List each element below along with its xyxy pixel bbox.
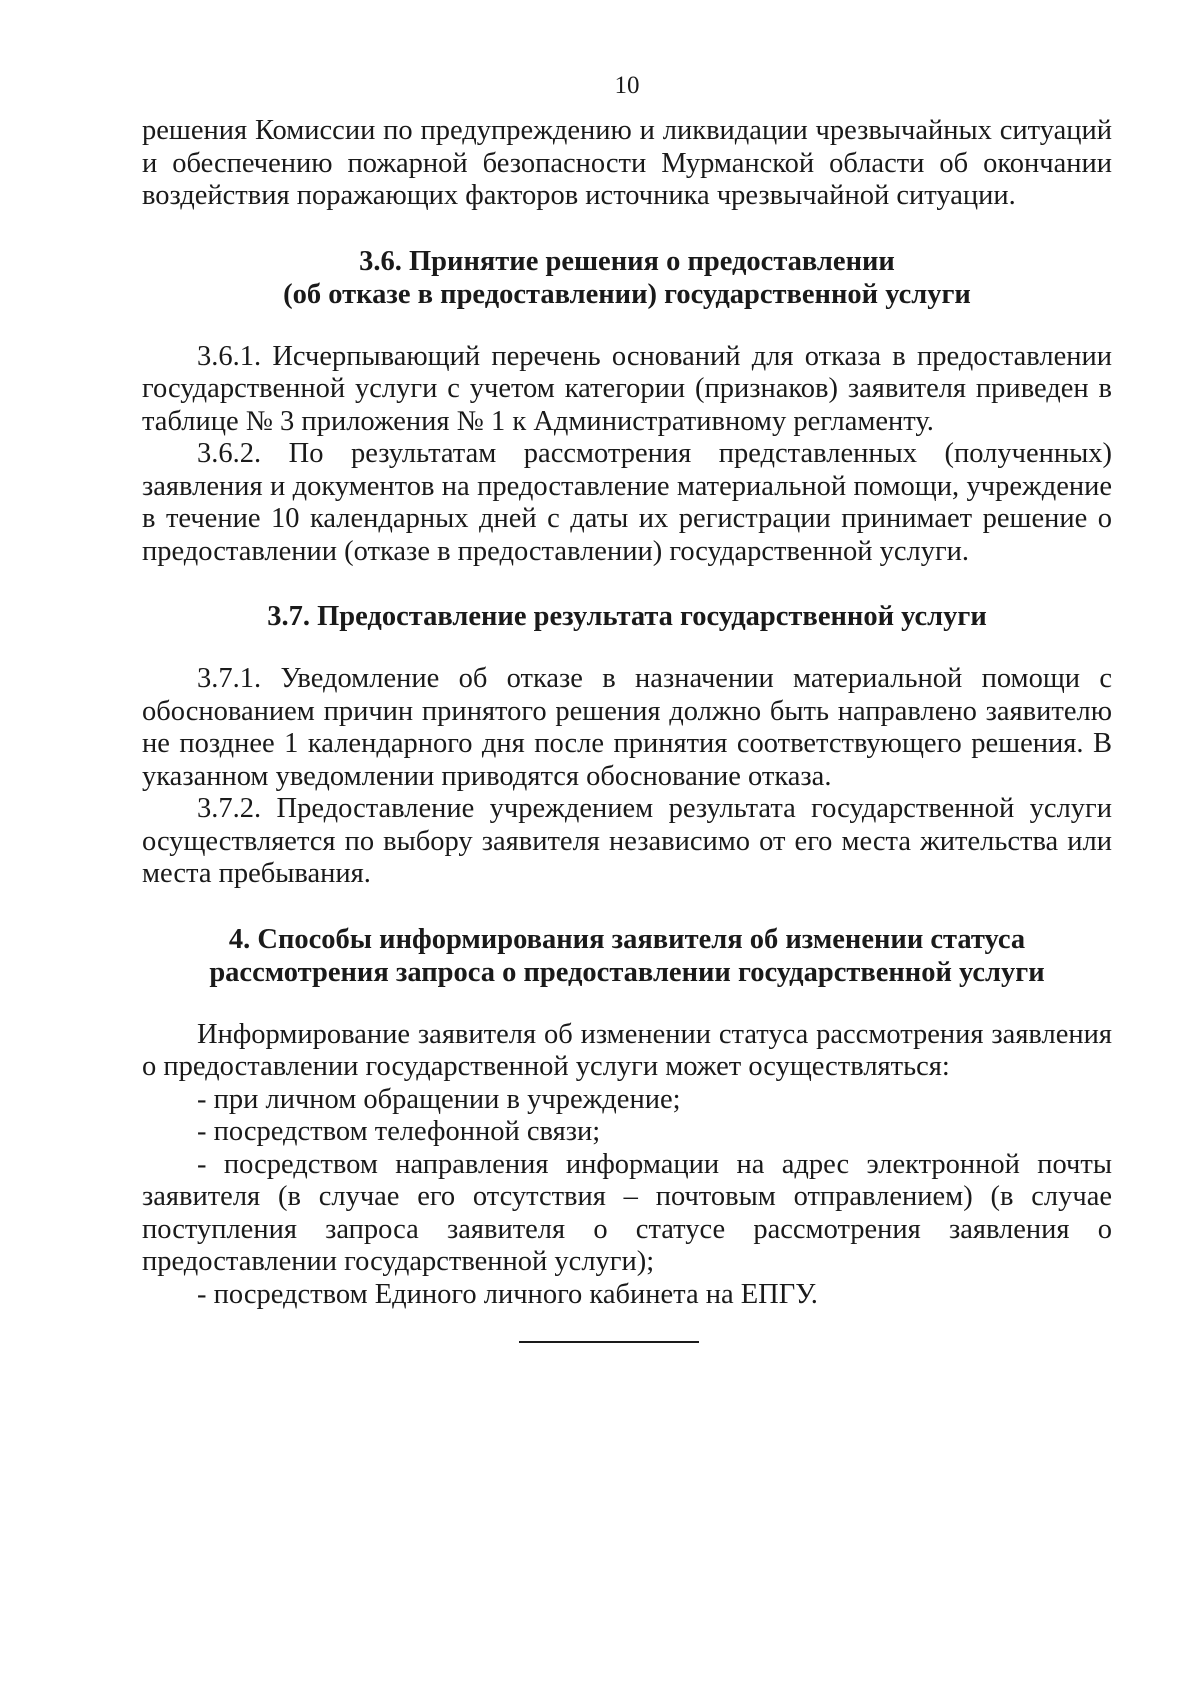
paragraph-3-7-2: 3.7.2. Предоставление учреждением результата государственной услуги осуществляется по выбору заявителя независимо от его места жительства или места пребывания. xyxy=(142,793,1112,889)
page-number: 10 xyxy=(614,72,640,99)
list-item: - при личном обращении в учреждение; xyxy=(197,1083,681,1115)
paragraph-3-6-1: 3.6.1. Исчерпывающий перечень оснований для отказа в предоставлении государственной услуги с учетом категории (признаков) заявителя приведен в таблице № 3 приложения № 1 к Административному регламенту. xyxy=(142,340,1112,437)
paragraph-3-6-2: 3.6.2. По результатам рассмотрения представленных (полученных) заявления и документов на предоставление материальной помощи, учреждение в течение 10 календарных дней с даты их регистрации принимает решение о предоставлении (отказе в предоставлении) государственной услуги. xyxy=(142,438,1112,567)
section-4-intro: Информирование заявителя об изменении статуса рассмотрения заявления о предоставлении государственной услуги может осуществляться: xyxy=(142,1018,1112,1082)
list-item: - посредством Единого личного кабинета на ЕПГУ. xyxy=(197,1278,818,1310)
document-body xyxy=(142,115,1112,1343)
section-4-heading-line2: рассмотрения запроса о предоставлении государственной услуги xyxy=(209,956,1045,988)
end-of-text-rule xyxy=(519,1341,699,1343)
list-item: - посредством направления информации на адрес электронной почты заявителя (в случае его отсутствия – почтовым отправлением) (в случае поступления запроса заявителя о статусе рассмотрения заявления о предоставлении государственной услуги); xyxy=(142,1148,1112,1277)
list-item: - посредством телефонной связи; xyxy=(197,1116,601,1147)
section-3-6-heading xyxy=(142,245,1112,311)
section-3-7-heading-line1: 3.7. Предоставление результата государственной услуги xyxy=(267,601,987,632)
paragraph-3-7-1: 3.7.1. Уведомление об отказе в назначении материальной помощи с обоснованием причин принятого решения должно быть направлено заявителю не позднее 1 календарного дня после принятия соответствующего решения. В указанном уведомлении приводятся обоснование отказа. xyxy=(142,663,1112,792)
intro-paragraph: решения Комиссии по предупреждению и ликвидации чрезвычайных ситуаций и обеспечению пожарной безопасности Мурманской области об окончании воздействия поражающих факторов источника чрезвычайной ситуации. xyxy=(142,115,1112,211)
section-3-6-heading-line2: (об отказе в предоставлении) государственной услуги xyxy=(283,278,971,310)
section-3-7-heading xyxy=(142,600,1112,633)
section-3-6-heading-line1: 3.6. Принятие решения о предоставлении xyxy=(359,245,895,277)
section-4-heading-line1: 4. Способы информирования заявителя об изменении статуса xyxy=(228,923,1026,955)
section-4-heading xyxy=(142,923,1112,989)
